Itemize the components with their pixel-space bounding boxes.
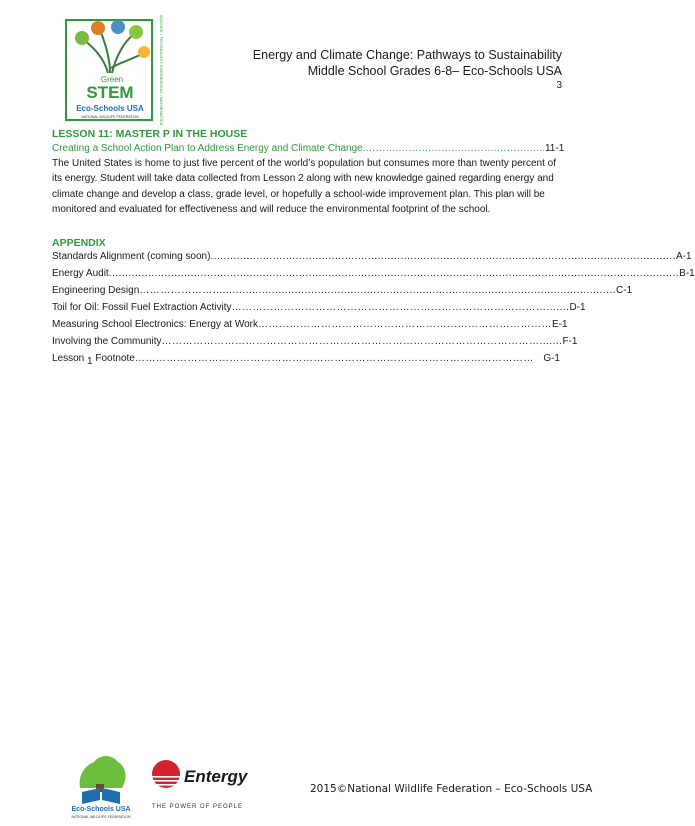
- entergy-logo-icon: [150, 752, 262, 812]
- eco-logo-sub: NATIONAL WILDLIFE FEDERATION: [71, 815, 131, 819]
- toc-entry-title: Involving the Community: [52, 336, 162, 347]
- toc-entry-page: G-1: [543, 353, 560, 364]
- eco-logo-tree: [80, 756, 126, 788]
- toc-entry-page: F-1: [562, 336, 578, 347]
- logo-word-green: Green: [100, 75, 124, 84]
- logo-leaf-4: [129, 25, 143, 39]
- toc-entry-title-suffix: Footnote: [92, 353, 135, 364]
- toc-entry-page: D-1: [569, 302, 586, 313]
- toc-entry-dots: ..............................................................................................................................................................................: [108, 268, 680, 279]
- appendix-heading: APPENDIX: [52, 237, 106, 249]
- entergy-logo-stripe: [152, 776, 180, 778]
- toc-entry-dots: ……………………………………………………………………………….......: [231, 302, 570, 313]
- lesson-entry-dots: .……….……….……….……….……….…..: [362, 143, 545, 154]
- lesson-toc-entry[interactable]: [52, 143, 565, 157]
- footer-copyright: 2015©National Wildlife Federation – Eco-Schools USA: [310, 783, 593, 795]
- toc-entry-title: Measuring School Electronics: Energy at Work: [52, 319, 259, 330]
- toc-entry-measuring-school-electronics[interactable]: [52, 319, 568, 333]
- toc-entry-dots: ..............................................................................................................................................: [210, 251, 676, 262]
- toc-entry-page: E-1: [552, 319, 568, 330]
- toc-entry-title: [52, 353, 135, 367]
- toc-entry-dots: …………………………………………………………………………: [258, 319, 553, 330]
- lesson-description: The United States is home to just five percent of the world’s population but consumes more than twenty percent of its energy. Student will take data collected from Lesson 2 along with new knowledge gained regarding energy and climate change and develop a class, grade level, or hopefully a school-wide improvement plan. This plan will be monitored and evaluated for effectiveness and will reduce the environmental footprint of the school.: [52, 158, 556, 216]
- toc-entry-standards-alignment[interactable]: [52, 251, 692, 265]
- logo-leaf-3: [111, 20, 125, 34]
- eco-logo-brand: Eco-Schools USA: [71, 806, 131, 813]
- toc-entry-title-subscript: 1: [87, 356, 93, 367]
- eco-logo-book-left: [82, 788, 100, 804]
- lesson-heading: LESSON 11: MASTER P IN THE HOUSE: [52, 128, 248, 140]
- logo-brand: Eco-Schools USA: [76, 104, 144, 113]
- toc-entry-title: Engineering Design: [52, 285, 140, 296]
- toc-entry-lesson-1-footnote[interactable]: [52, 353, 560, 367]
- toc-entry-page: A-1: [675, 251, 692, 262]
- entergy-logo-stripe: [152, 784, 180, 786]
- entergy-logo-stripe: [152, 780, 180, 782]
- entergy-logo-name: Entergy: [184, 767, 248, 786]
- logo-leaf-1: [75, 31, 89, 45]
- toc-entry-energy-audit[interactable]: [52, 268, 695, 282]
- toc-entry-dots: ……………………………………………………………………………………………………: [134, 353, 534, 364]
- document-title-line2: Middle School Grades 6-8– Eco-Schools USA: [307, 64, 562, 78]
- logo-word-stem: STEM: [86, 83, 134, 102]
- green-stem-logo-icon: [64, 14, 168, 128]
- toc-entry-page: B-1: [679, 268, 695, 279]
- logo-org: NATIONAL WILDLIFE FEDERATION: [81, 115, 139, 119]
- logo-leaf-2: [91, 21, 105, 35]
- eco-schools-usa-logo-icon: [70, 748, 132, 820]
- toc-entry-dots: ……………………………………………………………………………………………….......: [161, 336, 563, 347]
- document-title-line1: Energy and Climate Change: Pathways to Sustainability: [252, 48, 562, 62]
- toc-entry-dots: …………………...........................................................................................................................: [139, 285, 617, 296]
- entergy-logo-tagline: THE POWER OF PEOPLE: [152, 804, 244, 810]
- lesson-entry-page: 11-1: [544, 143, 565, 154]
- eco-logo-book-right: [102, 788, 120, 804]
- entergy-logo-sun: [152, 760, 180, 788]
- toc-entry-title: Toil for Oil: Fossil Fuel Extraction Activity: [52, 302, 232, 313]
- logo-leaf-5: [138, 46, 150, 58]
- toc-entry-toil-for-oil[interactable]: [52, 302, 586, 316]
- toc-entry-title: Standards Alignment (coming soon): [52, 251, 211, 262]
- toc-entry-involving-the-community[interactable]: [52, 336, 578, 350]
- toc-entry-engineering-design[interactable]: [52, 285, 633, 299]
- toc-entry-title-prefix: Lesson: [52, 353, 88, 364]
- page-number: 3: [556, 80, 562, 91]
- lesson-entry-title: Creating a School Action Plan to Address Energy and Climate Change: [52, 143, 363, 154]
- logo-side-text: SCIENCE • TECHNOLOGY ENGINEERING • MATHEMATICS: [159, 14, 164, 126]
- toc-entry-page: C-1: [616, 285, 633, 296]
- toc-entry-title: Energy Audit: [52, 268, 109, 279]
